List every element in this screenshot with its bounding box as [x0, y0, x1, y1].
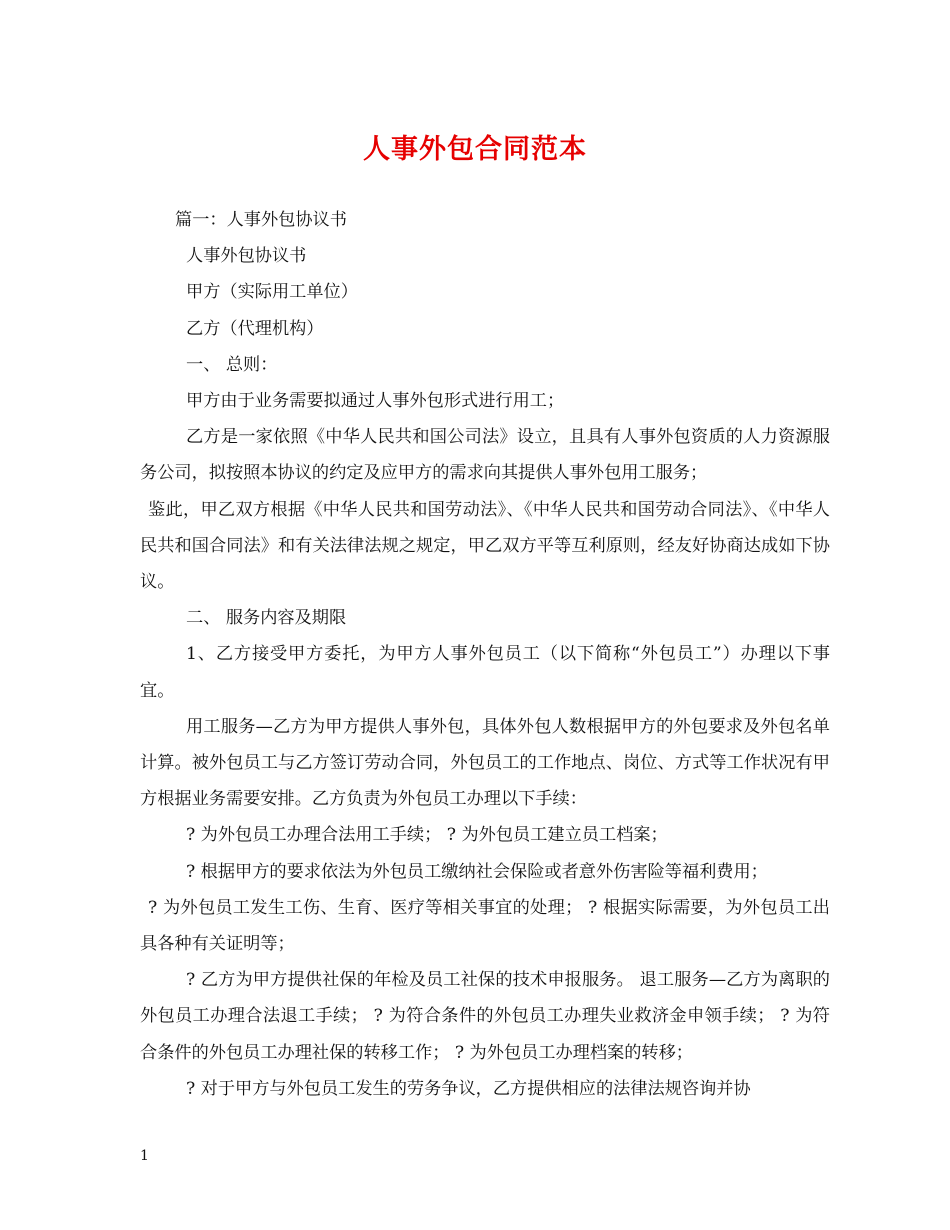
clause-heading-services: 二、 服务内容及期限 [186, 608, 347, 629]
list-item: ? 为外包员工办理合法用工手续； ? 为外包员工建立员工档案； [186, 825, 668, 846]
list-item: ? 根据甲方的要求依法为外包员工缴纳社会保险或者意外伤害险等福利费用； [186, 861, 768, 882]
clause-heading-general: 一、 总则： [186, 354, 278, 375]
document-body [140, 202, 830, 1107]
agreement-name: 人事外包协议书 [186, 246, 307, 267]
page-number: 1 [140, 1148, 149, 1164]
paragraph: 1、乙方接受甲方委托，为甲方人事外包员工（以下简称“外包员工”）办理以下事宜。 [140, 644, 830, 701]
paragraph: 甲方由于业务需要拟通过人事外包形式进行用工； [186, 391, 565, 412]
paragraph: 用工服务—乙方为甲方提供人事外包，具体外包人数根据甲方的外包要求及外包名单计算。被外包员工与乙方签订劳动合同，外包员工的工作地点、岗位、方式等工作状况有甲方根据业务需要安排。乙方负责为外包员工办理以下手续： [140, 716, 830, 810]
list-item: ? 对于甲方与外包员工发生的劳务争议，乙方提供相应的法律法规咨询并协 [186, 1078, 751, 1099]
document-title: 人事外包合同范本 [363, 134, 587, 165]
party-b-line: 乙方（代理机构） [186, 318, 324, 339]
paragraph: 乙方是一家依照《中华人民共和国公司法》设立，且具有人事外包资质的人力资源服务公司，拟按照本协议的约定及应甲方的需求向其提供人事外包用工服务； [140, 427, 830, 484]
section-heading: 篇一：人事外包协议书 [175, 210, 347, 230]
list-item: ? 为外包员工发生工伤、生育、医疗等相关事宜的处理； ? 根据实际需要，为外包员工出具各种有关证明等； [140, 897, 830, 955]
paragraph: 鉴此，甲乙双方根据《中华人民共和国劳动法》、《中华人民共和国劳动合同法》、《中华人民共和国合同法》和有关法律法规之规定，甲乙双方平等互利原则，经友好协商达成如下协议。 [140, 499, 830, 593]
list-item: ? 乙方为甲方提供社保的年检及员工社保的技术申报服务。 退工服务—乙方为离职的外包员工办理合法退工手续； ? 为符合条件的外包员工办理失业救济金申领手续； ? 为符合条件的外包员工办理社保的转移工作； ? 为外包员工办理档案的转移； [140, 970, 830, 1063]
party-a-line: 甲方（实际用工单位） [186, 282, 358, 303]
